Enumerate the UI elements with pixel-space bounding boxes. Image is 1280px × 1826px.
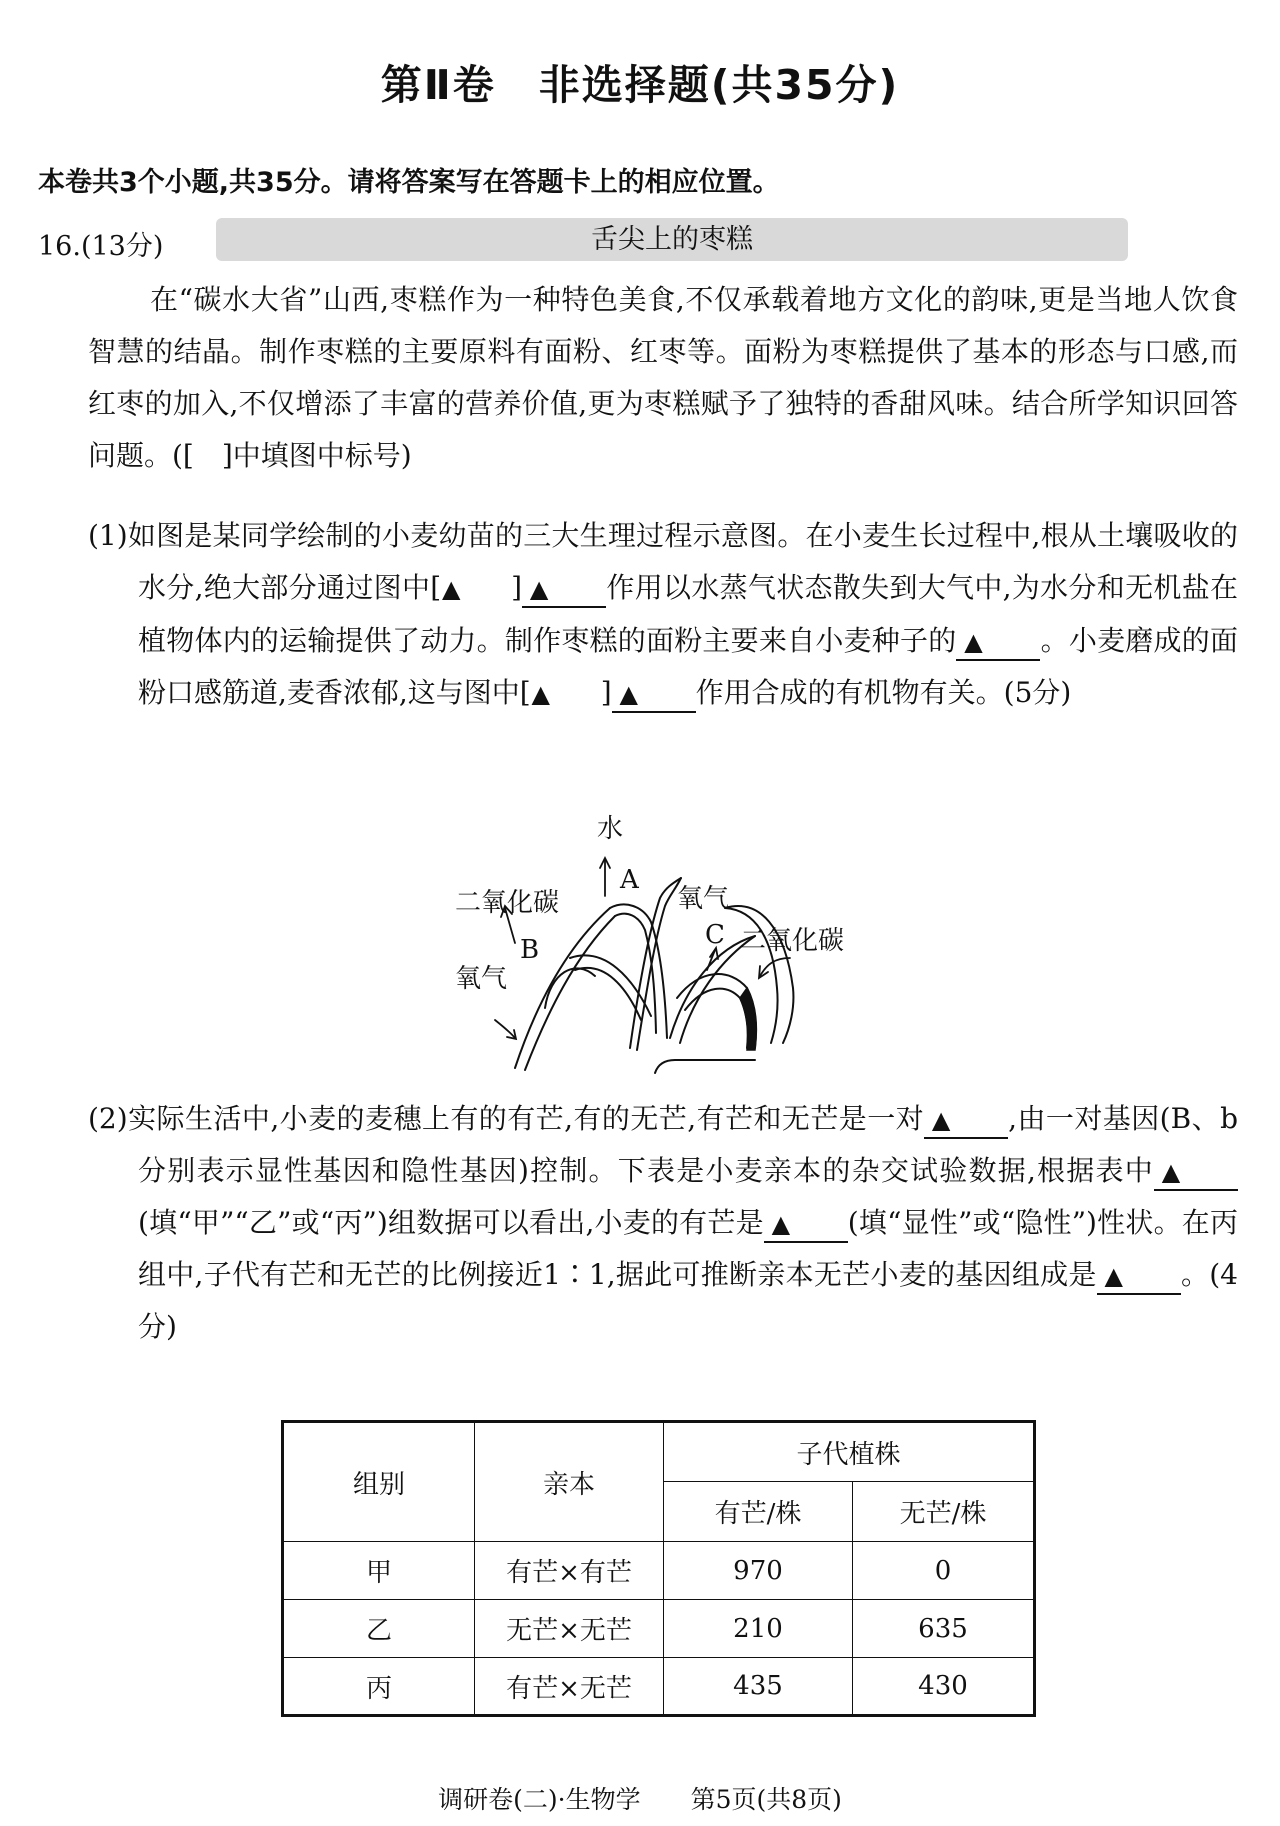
- section-title: 第Ⅱ卷 非选择题(共35分): [380, 61, 900, 109]
- header-group: 组别: [283, 1422, 475, 1542]
- answer-blank[interactable]: ▲: [522, 572, 606, 608]
- sub-question-1: [88, 510, 1238, 720]
- q2-text-part: (2)实际生活中,小麦的麦穗上有的有芒,有的无芒,有芒和无芒是一对: [88, 1102, 925, 1135]
- table-row: [283, 1600, 1035, 1658]
- q1-text-part: ]: [600, 676, 612, 709]
- q2-text-part: (填“甲”“乙”或“丙”)组数据可以看出,小麦的有芒是: [138, 1206, 764, 1239]
- section-instructions: 本卷共3个小题,共35分。请将答案写在答题卡上的相应位置。: [38, 167, 780, 198]
- sub-question-2-text: [88, 1093, 1238, 1353]
- question-passage: 在“碳水大省”山西,枣糕作为一种特色美食,不仅承载着地方文化的韵味,更是当地人饮食智慧的结晶。制作枣糕的主要原料有面粉、红枣等。面粉为枣糕提供了基本的形态与口感,而红枣的加入,不仅增添了丰富的营养价值,更为枣糕赋予了独特的香甜风味。结合所学知识回答问题。([ ]中填图中标号): [88, 283, 1238, 472]
- q2-text-part: 。(4分): [138, 1258, 1238, 1343]
- q1-text-part: ]: [511, 571, 523, 604]
- cell-parents: 无芒×无芒: [475, 1600, 664, 1658]
- cell-awnless: 635: [853, 1600, 1035, 1658]
- cell-awned: 970: [664, 1542, 853, 1600]
- label-o2-left: 氧气: [455, 964, 508, 994]
- answer-blank[interactable]: ▲: [956, 625, 1040, 661]
- label-process-b: B: [520, 935, 540, 965]
- cell-group: 乙: [283, 1600, 475, 1658]
- answer-blank[interactable]: ▲: [1097, 1259, 1181, 1295]
- label-process-a: A: [620, 865, 639, 895]
- cell-awnless: 430: [853, 1658, 1035, 1716]
- cross-results-table: [281, 1420, 1036, 1717]
- table-header-row: [283, 1422, 1035, 1482]
- label-co2-left: 二氧化碳: [455, 888, 560, 918]
- answer-blank[interactable]: ▲: [924, 1103, 1008, 1139]
- wheat-seedling-drawing: [455, 838, 875, 1078]
- cell-group: 丙: [283, 1658, 475, 1716]
- cell-awned: 435: [664, 1658, 853, 1716]
- sub-question-2: [88, 1093, 1238, 1353]
- question-header: [38, 218, 1248, 264]
- cell-parents: 有芒×有芒: [475, 1542, 664, 1600]
- q1-text-part: (1)如图是某同学绘制的小麦幼苗的三大生理过程示意图。在小麦生长过程中,根从土壤吸收的水分,绝大部分通过图中[: [88, 519, 1238, 604]
- header-offspring: 子代植株: [664, 1422, 1035, 1482]
- wheat-seedling-diagram: [455, 814, 875, 1078]
- cell-parents: 有芒×无芒: [475, 1658, 664, 1716]
- answer-blank[interactable]: ▲: [531, 680, 550, 708]
- label-o2-right: 氧气: [677, 884, 730, 914]
- q2-text-part: (填“显性”或“隐性”)性状。在丙组中,子代有芒和无芒的比例接近1∶1,据此可推断亲本无芒小麦的基因组成是: [138, 1206, 1238, 1291]
- q1-text-part: 作用合成的有机物有关。(5分): [695, 676, 1072, 709]
- header-parents: 亲本: [475, 1422, 664, 1542]
- table-row: [283, 1542, 1035, 1600]
- question-topic-banner: 舌尖上的枣糕: [216, 218, 1128, 261]
- cell-awned: 210: [664, 1600, 853, 1658]
- label-co2-right: 二氧化碳: [740, 926, 845, 956]
- header-awned: 有芒/株: [664, 1482, 853, 1542]
- answer-blank[interactable]: ▲: [612, 677, 696, 713]
- answer-blank[interactable]: ▲: [1154, 1155, 1238, 1191]
- header-awnless: 无芒/株: [853, 1482, 1035, 1542]
- label-process-c: C: [705, 920, 725, 950]
- q2-text-part: ,由一对基因(B、b分别表示显性基因和隐性基因)控制。下表是小麦亲本的杂交试验数据,根据表中: [138, 1102, 1238, 1187]
- table-row: [283, 1658, 1035, 1716]
- answer-blank[interactable]: ▲: [764, 1207, 848, 1243]
- q1-text-part: 。小麦磨成的面粉口感筋道,麦香浓郁,这与图中[: [138, 624, 1238, 709]
- answer-blank[interactable]: ▲: [441, 575, 461, 603]
- q1-text-part: 作用以水蒸气状态散失到大气中,为水分和无机盐在植物体内的运输提供了动力。制作枣糕的面粉主要来自小麦种子的: [138, 571, 1238, 657]
- cell-group: 甲: [283, 1542, 475, 1600]
- page-footer: 调研卷(二)·生物学 第5页(共8页): [438, 1785, 842, 1814]
- cell-awnless: 0: [853, 1542, 1035, 1600]
- label-water: 水: [597, 814, 624, 844]
- sub-question-1-text: [88, 510, 1238, 720]
- question-number: 16.(13分): [38, 231, 164, 262]
